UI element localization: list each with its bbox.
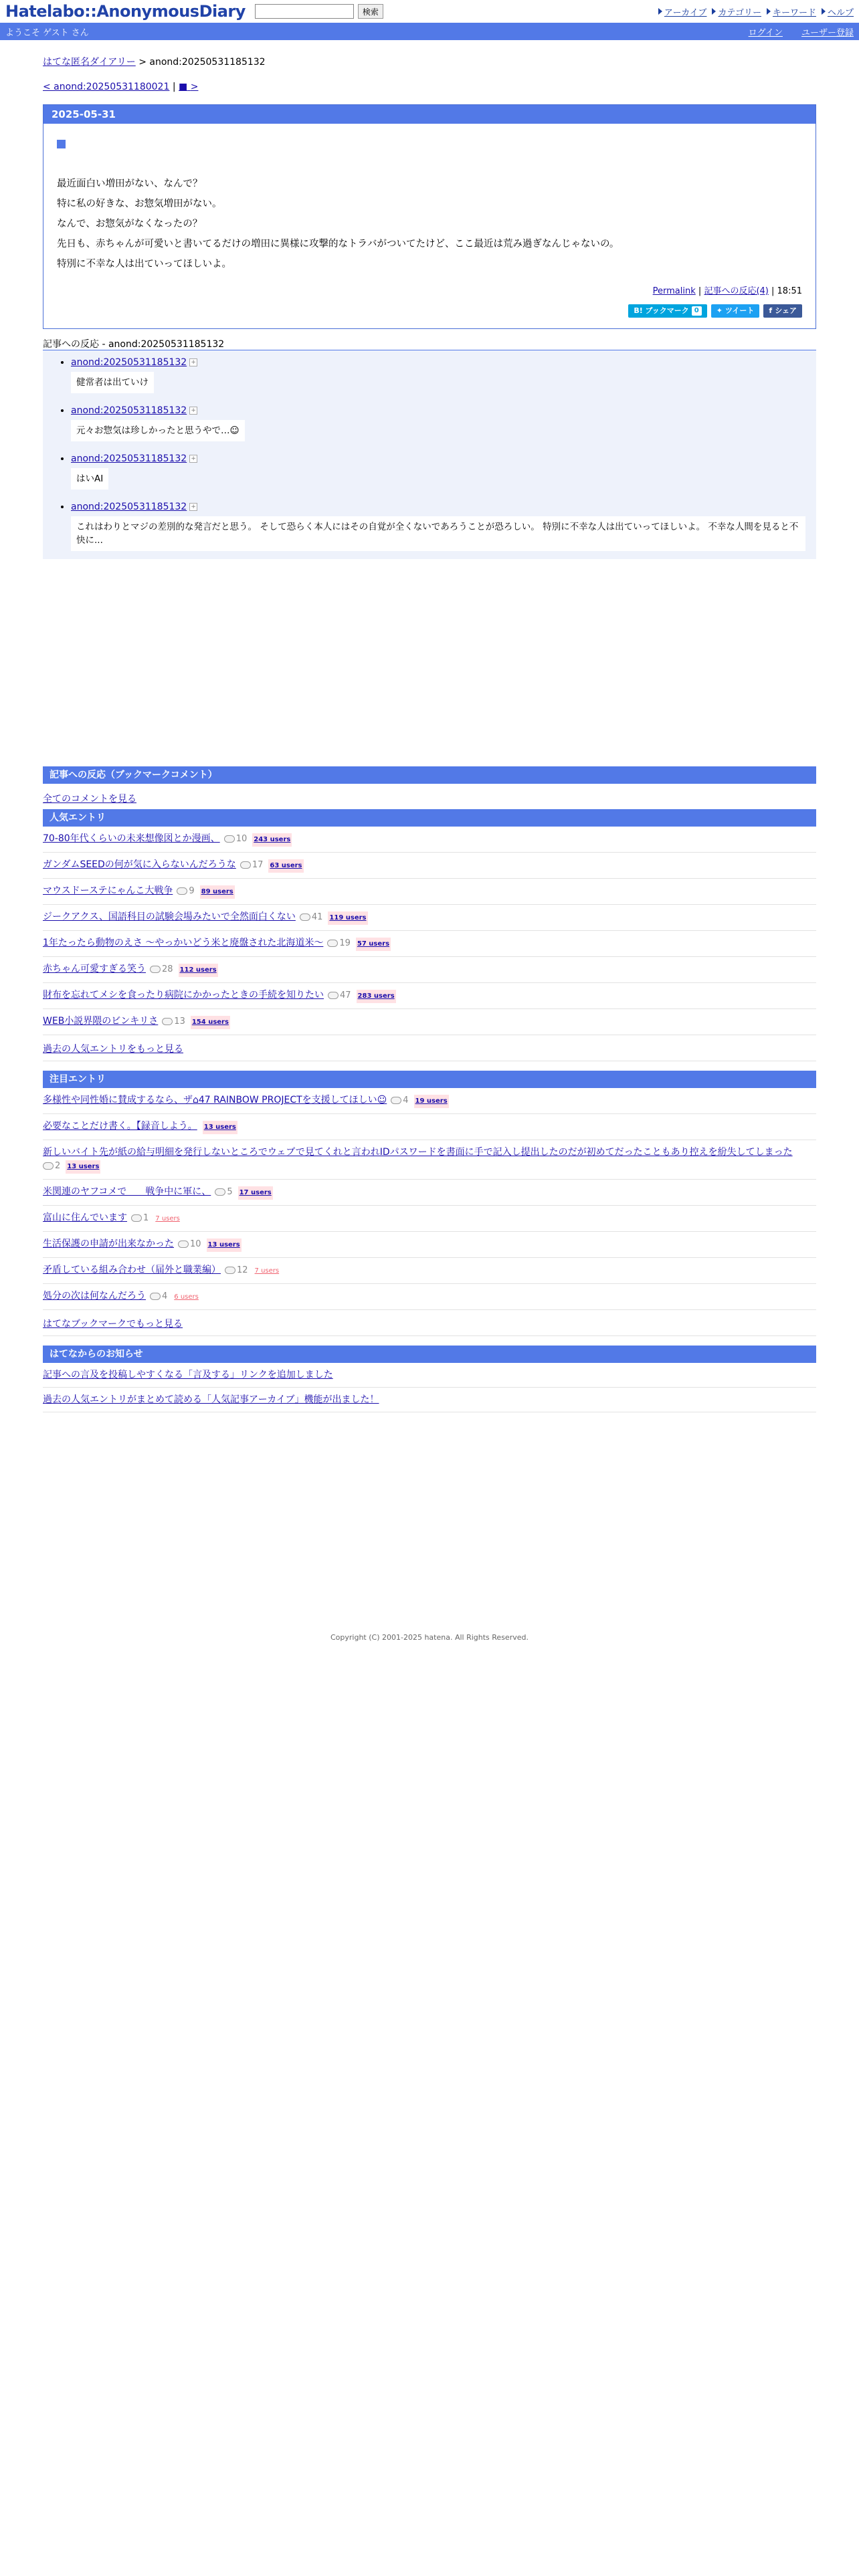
breadcrumb <box>43 55 816 71</box>
breadcrumb-separator: > <box>138 57 147 68</box>
comment-count-value: 4 <box>162 1291 168 1301</box>
reaction-item <box>71 357 816 393</box>
entry-link[interactable]: 新しいバイト先が紙の給与明細を発行しないところでウェブで見てくれと言われIDパスワードを書面に手で記入し提出したのだが初めてだったこともあり控えを紛失してしまった <box>43 1147 793 1158</box>
notice-link[interactable]: 過去の人気エントリがまとめて読める「人気記事アーカイブ」機能が出ました！ <box>43 1394 379 1405</box>
nav-category[interactable] <box>712 5 761 18</box>
expand-icon[interactable]: + <box>189 407 197 415</box>
entry-paragraph: 特別に不幸な人は出ていってほしいよ。 <box>57 259 231 270</box>
site-logo[interactable]: Hatelabo::AnonymousDiary <box>5 2 246 21</box>
pager-separator: | <box>172 82 176 92</box>
popular-entries-list <box>43 827 816 1061</box>
comment-count <box>328 989 351 1002</box>
square-icon: ■ <box>179 82 188 92</box>
users-badge[interactable]: 57 users <box>356 938 391 951</box>
entry-card <box>43 104 816 329</box>
comment-count <box>150 1290 167 1303</box>
list-item <box>43 827 816 853</box>
comment-bubble-icon <box>177 887 187 895</box>
login-link[interactable]: ログイン <box>748 27 783 38</box>
breadcrumb-home[interactable]: はてな匿名ダイアリー <box>43 57 136 68</box>
reaction-link[interactable]: anond:20250531185132 <box>71 453 187 464</box>
hatena-bookmark-button[interactable] <box>628 304 706 318</box>
entry-link[interactable]: 生活保護の申請が出来なかった <box>43 1239 174 1249</box>
user-links <box>749 25 854 38</box>
comment-count-value: 10 <box>235 834 248 844</box>
entry-link[interactable]: 70-80年代くらいの未来想像図とか漫画、 <box>43 833 220 844</box>
more-featured-link[interactable]: はてなブックマークでもっと見る <box>43 1319 183 1329</box>
comment-count <box>215 1186 232 1199</box>
expand-icon[interactable]: + <box>189 358 197 366</box>
top-nav <box>658 5 854 18</box>
facebook-icon: f <box>769 306 773 315</box>
comment-bubble-icon <box>224 835 235 843</box>
search-form <box>255 4 383 19</box>
entry-date: 2025-05-31 <box>43 105 816 124</box>
reaction-item <box>71 453 816 490</box>
see-all-comments <box>43 792 816 805</box>
footnote-separator: | <box>771 286 775 296</box>
see-all-comments-link[interactable]: 全てのコメントを見る <box>43 794 136 804</box>
comment-bubble-icon <box>131 1214 142 1222</box>
entry-link[interactable]: 富山に住んでいます <box>43 1212 127 1223</box>
notice-link[interactable]: 記事への言及を投稿しやすくなる「言及する」リンクを追加しました <box>43 1370 333 1380</box>
comment-bubble-icon <box>178 1241 189 1248</box>
comment-count-value: 4 <box>403 1095 409 1105</box>
nav-keyword[interactable] <box>767 5 816 18</box>
triangle-right-icon <box>658 8 662 15</box>
facebook-share-label: シェア <box>775 306 797 315</box>
comment-count-value: 28 <box>162 964 173 974</box>
search-input[interactable] <box>255 4 354 19</box>
reactions-heading <box>43 337 816 350</box>
entry-text <box>57 174 802 274</box>
search-button[interactable]: 検索 <box>358 4 383 19</box>
comment-bubble-icon <box>327 940 338 947</box>
entry-time: 18:51 <box>777 286 802 296</box>
more-featured <box>43 1310 816 1336</box>
list-item <box>43 1140 816 1180</box>
prev-entry-link[interactable]: < anond:20250531180021 <box>43 82 170 92</box>
notice-item <box>43 1363 816 1388</box>
reaction-snippet: 元々お惣気は珍しかったと思うやで…☺ <box>71 420 245 441</box>
comment-count <box>162 1015 185 1029</box>
facebook-share-button[interactable] <box>763 304 802 318</box>
list-item <box>43 1088 816 1114</box>
nav-archive[interactable] <box>658 5 707 18</box>
reaction-link[interactable]: anond:20250531185132 <box>71 405 187 416</box>
notice-item <box>43 1388 816 1412</box>
entry-link[interactable]: 1年たったら動物のえさ 〜やっかいどう米と廃盤された北海道米〜 <box>43 938 324 948</box>
entry-title-square-icon[interactable] <box>57 140 66 148</box>
reaction-item <box>71 502 816 551</box>
footnote-separator: | <box>698 286 702 296</box>
users-badge[interactable]: 63 users <box>268 859 303 873</box>
entry-link[interactable]: 多様性や同性婚に賛成するなら、ザ⌂47 RAINBOW PROJECTを支援してほしい☺ <box>43 1095 387 1105</box>
users-badge[interactable]: 119 users <box>328 911 367 925</box>
comment-bubble-icon <box>215 1188 225 1196</box>
list-item <box>43 957 816 983</box>
comment-count-value: 12 <box>237 1265 248 1275</box>
comment-count <box>224 833 248 846</box>
list-item <box>43 1009 816 1035</box>
more-popular <box>43 1035 816 1061</box>
featured-entries-heading: 注目エントリ <box>43 1071 816 1088</box>
more-popular-link[interactable]: 過去の人気エントリをもっと見る <box>43 1044 183 1055</box>
hatena-bookmark-label: B! ブックマーク <box>634 306 689 315</box>
comment-count <box>327 937 351 950</box>
reaction-link[interactable]: anond:20250531185132 <box>71 502 187 512</box>
comment-count-value: 10 <box>190 1239 201 1249</box>
nav-help-link[interactable]: ヘルプ <box>827 7 854 18</box>
entry-link[interactable]: ジークアクス、国語科目の試験会場みたいで全然面白くない <box>43 911 296 922</box>
comment-count <box>177 885 194 898</box>
comment-count <box>150 963 173 976</box>
users-badge[interactable]: 19 users <box>414 1095 449 1108</box>
comment-bubble-icon <box>300 914 310 921</box>
triangle-right-icon <box>822 8 826 15</box>
list-item <box>43 1180 816 1206</box>
next-arrow: > <box>190 82 199 92</box>
comment-count <box>43 1160 60 1173</box>
users-badge[interactable]: 13 users <box>203 1121 237 1134</box>
featured-entries-list <box>43 1088 816 1336</box>
comment-bubble-icon <box>225 1267 235 1274</box>
entry-link[interactable]: 赤ちゃん可愛すぎる笑う <box>43 964 146 974</box>
reactions-title: 記事への反応 - <box>43 339 106 350</box>
comment-bubble-icon <box>240 861 251 869</box>
comment-bubble-icon <box>43 1162 54 1170</box>
list-item <box>43 853 816 879</box>
entry-link[interactable]: 財布を忘れてメシを食ったり病院にかかったときの手続を知りたい <box>43 990 324 1000</box>
comment-bubble-icon <box>150 966 161 973</box>
reactions-link[interactable]: 記事への反応(4) <box>704 286 769 296</box>
entry-paragraph: 最近面白い増田がない、なんで？ <box>57 179 203 189</box>
entry-link[interactable]: 矛盾している組み合わせ（届外と職業編） <box>43 1265 221 1275</box>
entry-link[interactable]: WEB小説界隈のビンキリさ <box>43 1016 159 1027</box>
entry-body-container <box>43 124 816 328</box>
nav-archive-link[interactable]: アーカイブ <box>664 7 707 18</box>
users-badge[interactable]: 13 users <box>207 1239 242 1252</box>
triangle-right-icon <box>767 8 771 15</box>
triangle-right-icon <box>712 8 716 15</box>
permalink[interactable]: Permalink <box>652 286 696 296</box>
entry-link[interactable]: 米関連のヤフコメで 戦争中に軍に、 <box>43 1186 211 1197</box>
reaction-link[interactable]: anond:20250531185132 <box>71 357 187 368</box>
share-buttons <box>57 304 802 318</box>
comment-count-value: 41 <box>311 912 323 922</box>
popular-entries-heading: 人気エントリ <box>43 809 816 827</box>
footer-copyright: Copyright (C) 2001-2025 hatena. All Rights Reserved. <box>330 1633 529 1642</box>
comment-bubble-icon <box>150 1293 161 1300</box>
users-badge[interactable]: 13 users <box>66 1160 100 1174</box>
list-item <box>43 931 816 957</box>
list-item <box>43 1114 816 1140</box>
list-item <box>43 905 816 931</box>
comment-bubble-icon <box>328 992 339 999</box>
users-badge[interactable]: 7 users <box>254 1267 280 1275</box>
comment-count <box>300 911 323 924</box>
entry-link[interactable]: 処分の次は何なんだろう <box>43 1291 146 1301</box>
twitter-bird-icon: ✦ <box>716 306 723 315</box>
comment-count <box>240 859 264 872</box>
comment-count-value: 9 <box>189 886 195 896</box>
entry-link[interactable]: ガンダムSEEDの何が気に入らないんだろうな <box>43 859 236 870</box>
users-badge[interactable]: 154 users <box>191 1016 230 1029</box>
user-bar <box>0 23 859 40</box>
tweet-label: ツイート <box>725 306 755 315</box>
comment-count-value: 17 <box>252 860 264 870</box>
comment-count-value: 47 <box>340 990 351 1000</box>
comment-count-value: 5 <box>227 1187 233 1197</box>
users-badge[interactable]: 283 users <box>357 990 396 1003</box>
reactions-list <box>43 350 816 559</box>
list-item <box>43 879 816 905</box>
nav-category-link[interactable]: カテゴリー <box>718 7 761 18</box>
notices-heading: はてなからのお知らせ <box>43 1346 816 1363</box>
comment-count <box>178 1238 201 1251</box>
expand-icon[interactable]: + <box>189 455 197 463</box>
entry-link[interactable]: マウスドーステにゃんこ大戦争 <box>43 885 173 896</box>
comment-count <box>225 1264 248 1277</box>
entry-footnote <box>57 284 802 296</box>
comment-count <box>131 1212 149 1225</box>
users-badge[interactable]: 7 users <box>155 1215 180 1222</box>
users-badge[interactable]: 243 users <box>252 833 292 847</box>
comment-count-value: 19 <box>339 938 351 948</box>
bookmark-count: 0 <box>692 306 702 316</box>
tweet-button[interactable] <box>711 304 760 318</box>
list-item <box>43 983 816 1009</box>
users-badge[interactable]: 89 users <box>200 885 235 899</box>
reaction-snippet: 健常者は出ていけ <box>71 372 154 393</box>
reaction-snippet: これはわりとマジの差別的な発言だと思う。 そして恐らく本人にはその自覚が全くないであろうことが恐ろしい。 特別に不幸な人は出ていってほしいよ。 不幸な人間を見ると不快に... <box>71 516 805 551</box>
entry-paragraph: 先日も、赤ちゃんが可愛いと書いてるだけの増田に異様に攻撃的なトラバがついてたけど、ここ最近は荒み過ぎなんじゃないの。 <box>57 239 619 249</box>
notices-list <box>43 1363 816 1412</box>
users-badge[interactable]: 112 users <box>179 964 218 977</box>
comment-count-value: 1 <box>143 1213 149 1223</box>
bookmark-comments-heading: 記事への反応（ブックマークコメント） <box>43 766 816 784</box>
comment-count <box>391 1094 408 1107</box>
reaction-item <box>71 405 816 441</box>
list-item <box>43 1232 816 1258</box>
entry-link[interactable]: 必要なことだけ書く。【録音しよう。 <box>43 1121 197 1132</box>
register-link[interactable]: ユーザー登録 <box>801 27 854 38</box>
entry-pager <box>43 82 816 98</box>
list-item <box>43 1206 816 1232</box>
nav-help[interactable] <box>822 5 854 18</box>
next-entry-link[interactable] <box>179 82 198 92</box>
list-item <box>43 1258 816 1284</box>
site-header <box>0 0 859 23</box>
expand-icon[interactable]: + <box>189 503 197 511</box>
entry-paragraph: なんで、お惣気がなくなったの？ <box>57 219 203 229</box>
comment-count-value: 13 <box>174 1016 185 1027</box>
entry-paragraph: 特に私の好きな、お惣気増田がない。 <box>57 199 222 209</box>
comment-bubble-icon <box>391 1097 401 1104</box>
comment-bubble-icon <box>162 1018 173 1025</box>
breadcrumb-current: anond:20250531185132 <box>149 57 266 68</box>
users-badge[interactable]: 6 users <box>174 1293 199 1301</box>
nav-keyword-link[interactable]: キーワード <box>772 7 816 18</box>
users-badge[interactable]: 17 users <box>238 1186 273 1200</box>
list-item <box>43 1284 816 1310</box>
reactions-target: anond:20250531185132 <box>108 339 225 350</box>
reaction-snippet: はいAI <box>71 468 108 490</box>
comment-count-value: 2 <box>55 1161 61 1171</box>
welcome-text: ようこそ ゲスト さん <box>5 27 89 38</box>
main-content <box>43 40 816 1642</box>
